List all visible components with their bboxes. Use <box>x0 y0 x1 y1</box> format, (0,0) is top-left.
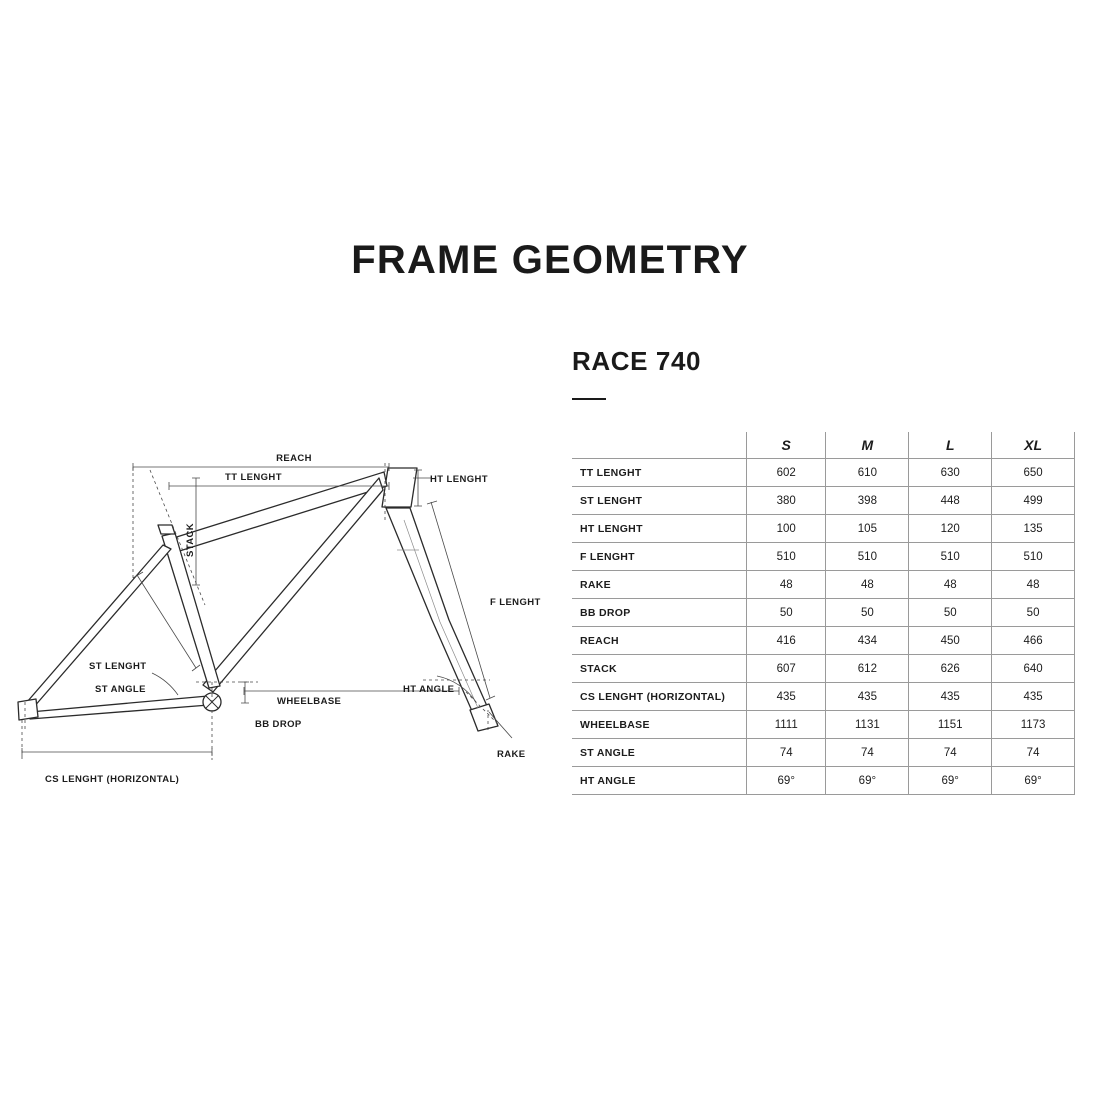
cell-m: 398 <box>826 487 909 515</box>
table-header-size-s: S <box>747 432 826 459</box>
row-label: HT ANGLE <box>572 767 747 795</box>
cell-l: 1151 <box>909 711 992 739</box>
cell-xl: 50 <box>992 599 1075 627</box>
row-label: WHEELBASE <box>572 711 747 739</box>
cell-xl: 74 <box>992 739 1075 767</box>
cell-m: 1131 <box>826 711 909 739</box>
cell-m: 105 <box>826 515 909 543</box>
cell-xl: 640 <box>992 655 1075 683</box>
cell-s: 380 <box>747 487 826 515</box>
page-title: FRAME GEOMETRY <box>351 238 749 282</box>
row-label: BB DROP <box>572 599 747 627</box>
table-row <box>572 459 1075 487</box>
cell-m: 610 <box>826 459 909 487</box>
row-label: STACK <box>572 655 747 683</box>
cell-l: 510 <box>909 543 992 571</box>
row-label: HT LENGHT <box>572 515 747 543</box>
table-row <box>572 655 1075 683</box>
cell-m: 435 <box>826 683 909 711</box>
table-row <box>572 599 1075 627</box>
diagram-label-st-angle: ST ANGLE <box>95 684 146 695</box>
cell-m: 74 <box>826 739 909 767</box>
diagram-label-tt-lenght: TT LENGHT <box>225 472 282 483</box>
cell-xl: 1173 <box>992 711 1075 739</box>
row-label: RAKE <box>572 571 747 599</box>
table-row <box>572 683 1075 711</box>
diagram-label-bb-drop: BB DROP <box>255 719 302 730</box>
row-label: ST ANGLE <box>572 739 747 767</box>
cell-s: 435 <box>747 683 826 711</box>
table-header-row <box>572 432 1075 459</box>
cell-s: 100 <box>747 515 826 543</box>
diagram-label-stack: STACK <box>185 522 196 558</box>
row-label: F LENGHT <box>572 543 747 571</box>
cell-l: 69° <box>909 767 992 795</box>
cell-s: 50 <box>747 599 826 627</box>
cell-xl: 435 <box>992 683 1075 711</box>
cell-l: 120 <box>909 515 992 543</box>
cell-l: 48 <box>909 571 992 599</box>
table-row <box>572 739 1075 767</box>
frame-geometry-diagram <box>0 430 572 810</box>
cell-xl: 69° <box>992 767 1075 795</box>
diagram-label-st-lenght: ST LENGHT <box>89 661 147 672</box>
table-row <box>572 767 1075 795</box>
row-label: TT LENGHT <box>572 459 747 487</box>
cell-s: 602 <box>747 459 826 487</box>
row-label: REACH <box>572 627 747 655</box>
cell-m: 434 <box>826 627 909 655</box>
cell-m: 510 <box>826 543 909 571</box>
cell-xl: 48 <box>992 571 1075 599</box>
model-underline <box>572 398 606 400</box>
cell-xl: 650 <box>992 459 1075 487</box>
table-header-size-m: M <box>826 432 909 459</box>
diagram-label-f-lenght: F LENGHT <box>490 597 541 608</box>
diagram-label-reach: REACH <box>276 453 312 464</box>
cell-xl: 499 <box>992 487 1075 515</box>
row-label: CS LENGHT (HORIZONTAL) <box>572 683 747 711</box>
cell-l: 450 <box>909 627 992 655</box>
cell-s: 1111 <box>747 711 826 739</box>
table-row <box>572 543 1075 571</box>
table-header-size-xl: XL <box>992 432 1075 459</box>
cell-l: 50 <box>909 599 992 627</box>
table-corner-cell <box>572 432 747 459</box>
table-row <box>572 571 1075 599</box>
cell-s: 607 <box>747 655 826 683</box>
diagram-label-ht-lenght: HT LENGHT <box>430 474 488 485</box>
table-row <box>572 487 1075 515</box>
cell-s: 74 <box>747 739 826 767</box>
table-header-size-l: L <box>909 432 992 459</box>
cell-m: 50 <box>826 599 909 627</box>
cell-xl: 135 <box>992 515 1075 543</box>
cell-xl: 466 <box>992 627 1075 655</box>
diagram-label-wheelbase: WHEELBASE <box>277 696 342 707</box>
cell-m: 48 <box>826 571 909 599</box>
cell-m: 612 <box>826 655 909 683</box>
cell-l: 74 <box>909 739 992 767</box>
cell-l: 435 <box>909 683 992 711</box>
cell-l: 448 <box>909 487 992 515</box>
table-row <box>572 515 1075 543</box>
row-label: ST LENGHT <box>572 487 747 515</box>
table-row <box>572 711 1075 739</box>
diagram-label-cs-lenght: CS LENGHT (HORIZONTAL) <box>45 774 180 785</box>
cell-s: 48 <box>747 571 826 599</box>
diagram-label-rake: RAKE <box>497 749 526 760</box>
cell-s: 510 <box>747 543 826 571</box>
cell-l: 630 <box>909 459 992 487</box>
diagram-label-ht-angle: HT ANGLE <box>403 684 455 695</box>
cell-l: 626 <box>909 655 992 683</box>
table-row <box>572 627 1075 655</box>
model-name: RACE 740 <box>572 346 702 376</box>
geometry-table <box>572 432 1075 795</box>
cell-s: 69° <box>747 767 826 795</box>
cell-xl: 510 <box>992 543 1075 571</box>
cell-s: 416 <box>747 627 826 655</box>
cell-m: 69° <box>826 767 909 795</box>
